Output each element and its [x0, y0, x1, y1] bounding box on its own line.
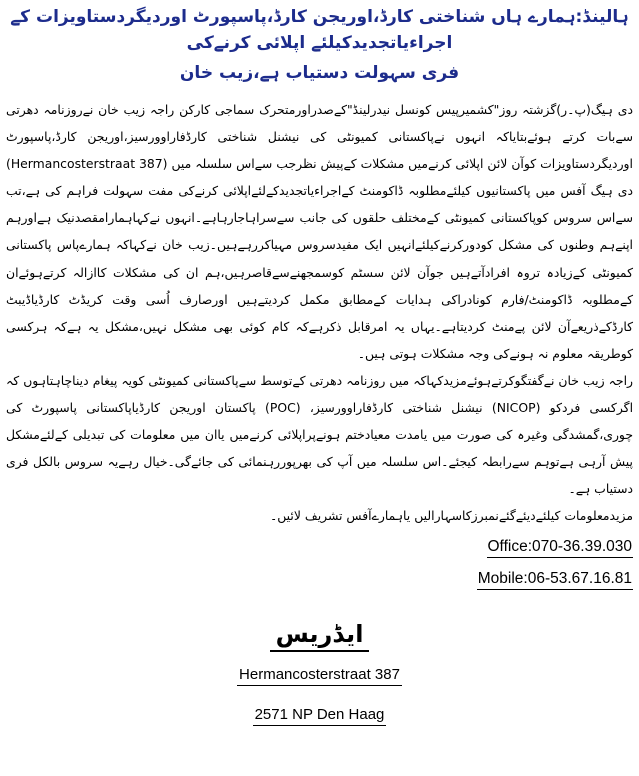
- body-paragraph-3: مزیدمعلومات کیلئےدیئےگئےنمبرزکاسہارالیں یاہمارےآفس تشریف لائیں۔: [269, 508, 633, 524]
- address-street-text: Hermancosterstraat 387: [237, 666, 402, 686]
- article-body: [6, 96, 633, 530]
- article-headline: [6, 4, 633, 86]
- body-paragraph-1: دی ہیگ(پ۔ر)گزشتہ روز"کشمیرپیس کونسل نیدرلینڈ"کےصدراورمتحرک سماجی کارکن راجہ زیب خان نےروزنامہ دھرتی سےبات کرتے ہوئےبتایاکہ انہوں نےپاکستانی کمیونٹی کی نیشنل شناختی کارڈفاراوورسیز،اوریجن کارڈ،پاسپورٹ اوردیگردستاویزات کوآن لائن اپلائی کرنےمیں مشکلات کےپیش نظرجب سےاس سلسلہ میں (Hermancosterstraat 387) دی ہیگ آفس میں پاکستانیوں کیلئےمطلوبہ ڈاکومنٹ کےاجراءیاتجدیدکےلئےاپلائی کرنےکی مفت سہولت فراہم کی ہے،تب سےاس سروس کوپاکستانی کمیونٹی کےمختلف حلقوں کی جانب سےسراہاجارہاہے۔انہوں نےکہاہمارامقصدنیک ہےاورہم اپنےہم وطنوں کی مشکل کودورکرنےکیلئےانہیں ایک مفیدسروس مہیاکررہےہیں۔زیب خان نےکہاکہ ہمارےپاس پاکستانی کمیونٹی کےزیادہ تروہ افرادآتےہیں جوآن لائن سسٹم کوسمجھنےسےقاصرہیں،ہم ان کی مشکلات کاازالہ کرتےہوئےان کےمطلوبہ ڈاکومنٹ/فارم کونادراکی ہدایات کےمطابق مکمل کردیتےہیں اورصارف اُسی وقت کریڈٹ کارڈیاڈیبٹ کارڈکےذریعےآن لائن پےمنٹ کردیتاہے۔یہاں یہ امرقابل ذکرہےکہ کام کوئی بھی مشکل نہیں،مشکل یہ ہےکہ ہرکسی کوطریقہ معلوم نہ ہونےکی وجہ مشکلات ہوتی ہیں۔: [6, 102, 633, 361]
- address-heading: [6, 620, 633, 652]
- contact-block: [6, 538, 633, 590]
- office-phone: Office:070-36.39.030: [487, 538, 634, 558]
- body-paragraph-2: راجہ زیب خان نےگفتگوکرتےہوئےمزیدکہاکہ میں روزنامہ دھرتی کےتوسط سےپاکستانی کمیونٹی کویہ پیغام دیناچاہتاہوں کہ اگرکسی فردکو (NICOP) نیشنل شناختی کارڈفاراوورسیز، (POC) پاکستان اوریجن کارڈیاپاکستانی پاسپورٹ کی چوری،گمشدگی وغیرہ کی صورت میں یامدت معیادختم ہونےپراپلائی کرنےمیں یاان میں معلومات کی تبدیلی کےلئےمشکل پیش آرہی ہےتوہم سےرابطہ کیجئے۔اس سلسلہ میں آپ کی بھرپوررہنمائی کی جائےگی۔خیال رہےیہ سروس بالکل فری دستیاب ہے۔: [6, 372, 634, 497]
- mobile-phone: Mobile:06-53.67.16.81: [477, 570, 633, 590]
- address-city: [6, 706, 633, 726]
- headline-line-1: ہالینڈ:ہمارے ہاں شناختی کارڈ،اوریجن کارڈ،پاسپورٹ اوردیگردستاویزات کے اجراءیاتجدیدکیلئے اپلائی کرنےکی: [10, 7, 629, 53]
- address-heading-text: ایڈریس: [270, 620, 370, 652]
- address-city-text: 2571 NP Den Haag: [253, 706, 387, 726]
- address-street: [6, 666, 633, 686]
- headline-line-2: فری سہولت دستیاب ہے،زیب خان: [179, 63, 460, 83]
